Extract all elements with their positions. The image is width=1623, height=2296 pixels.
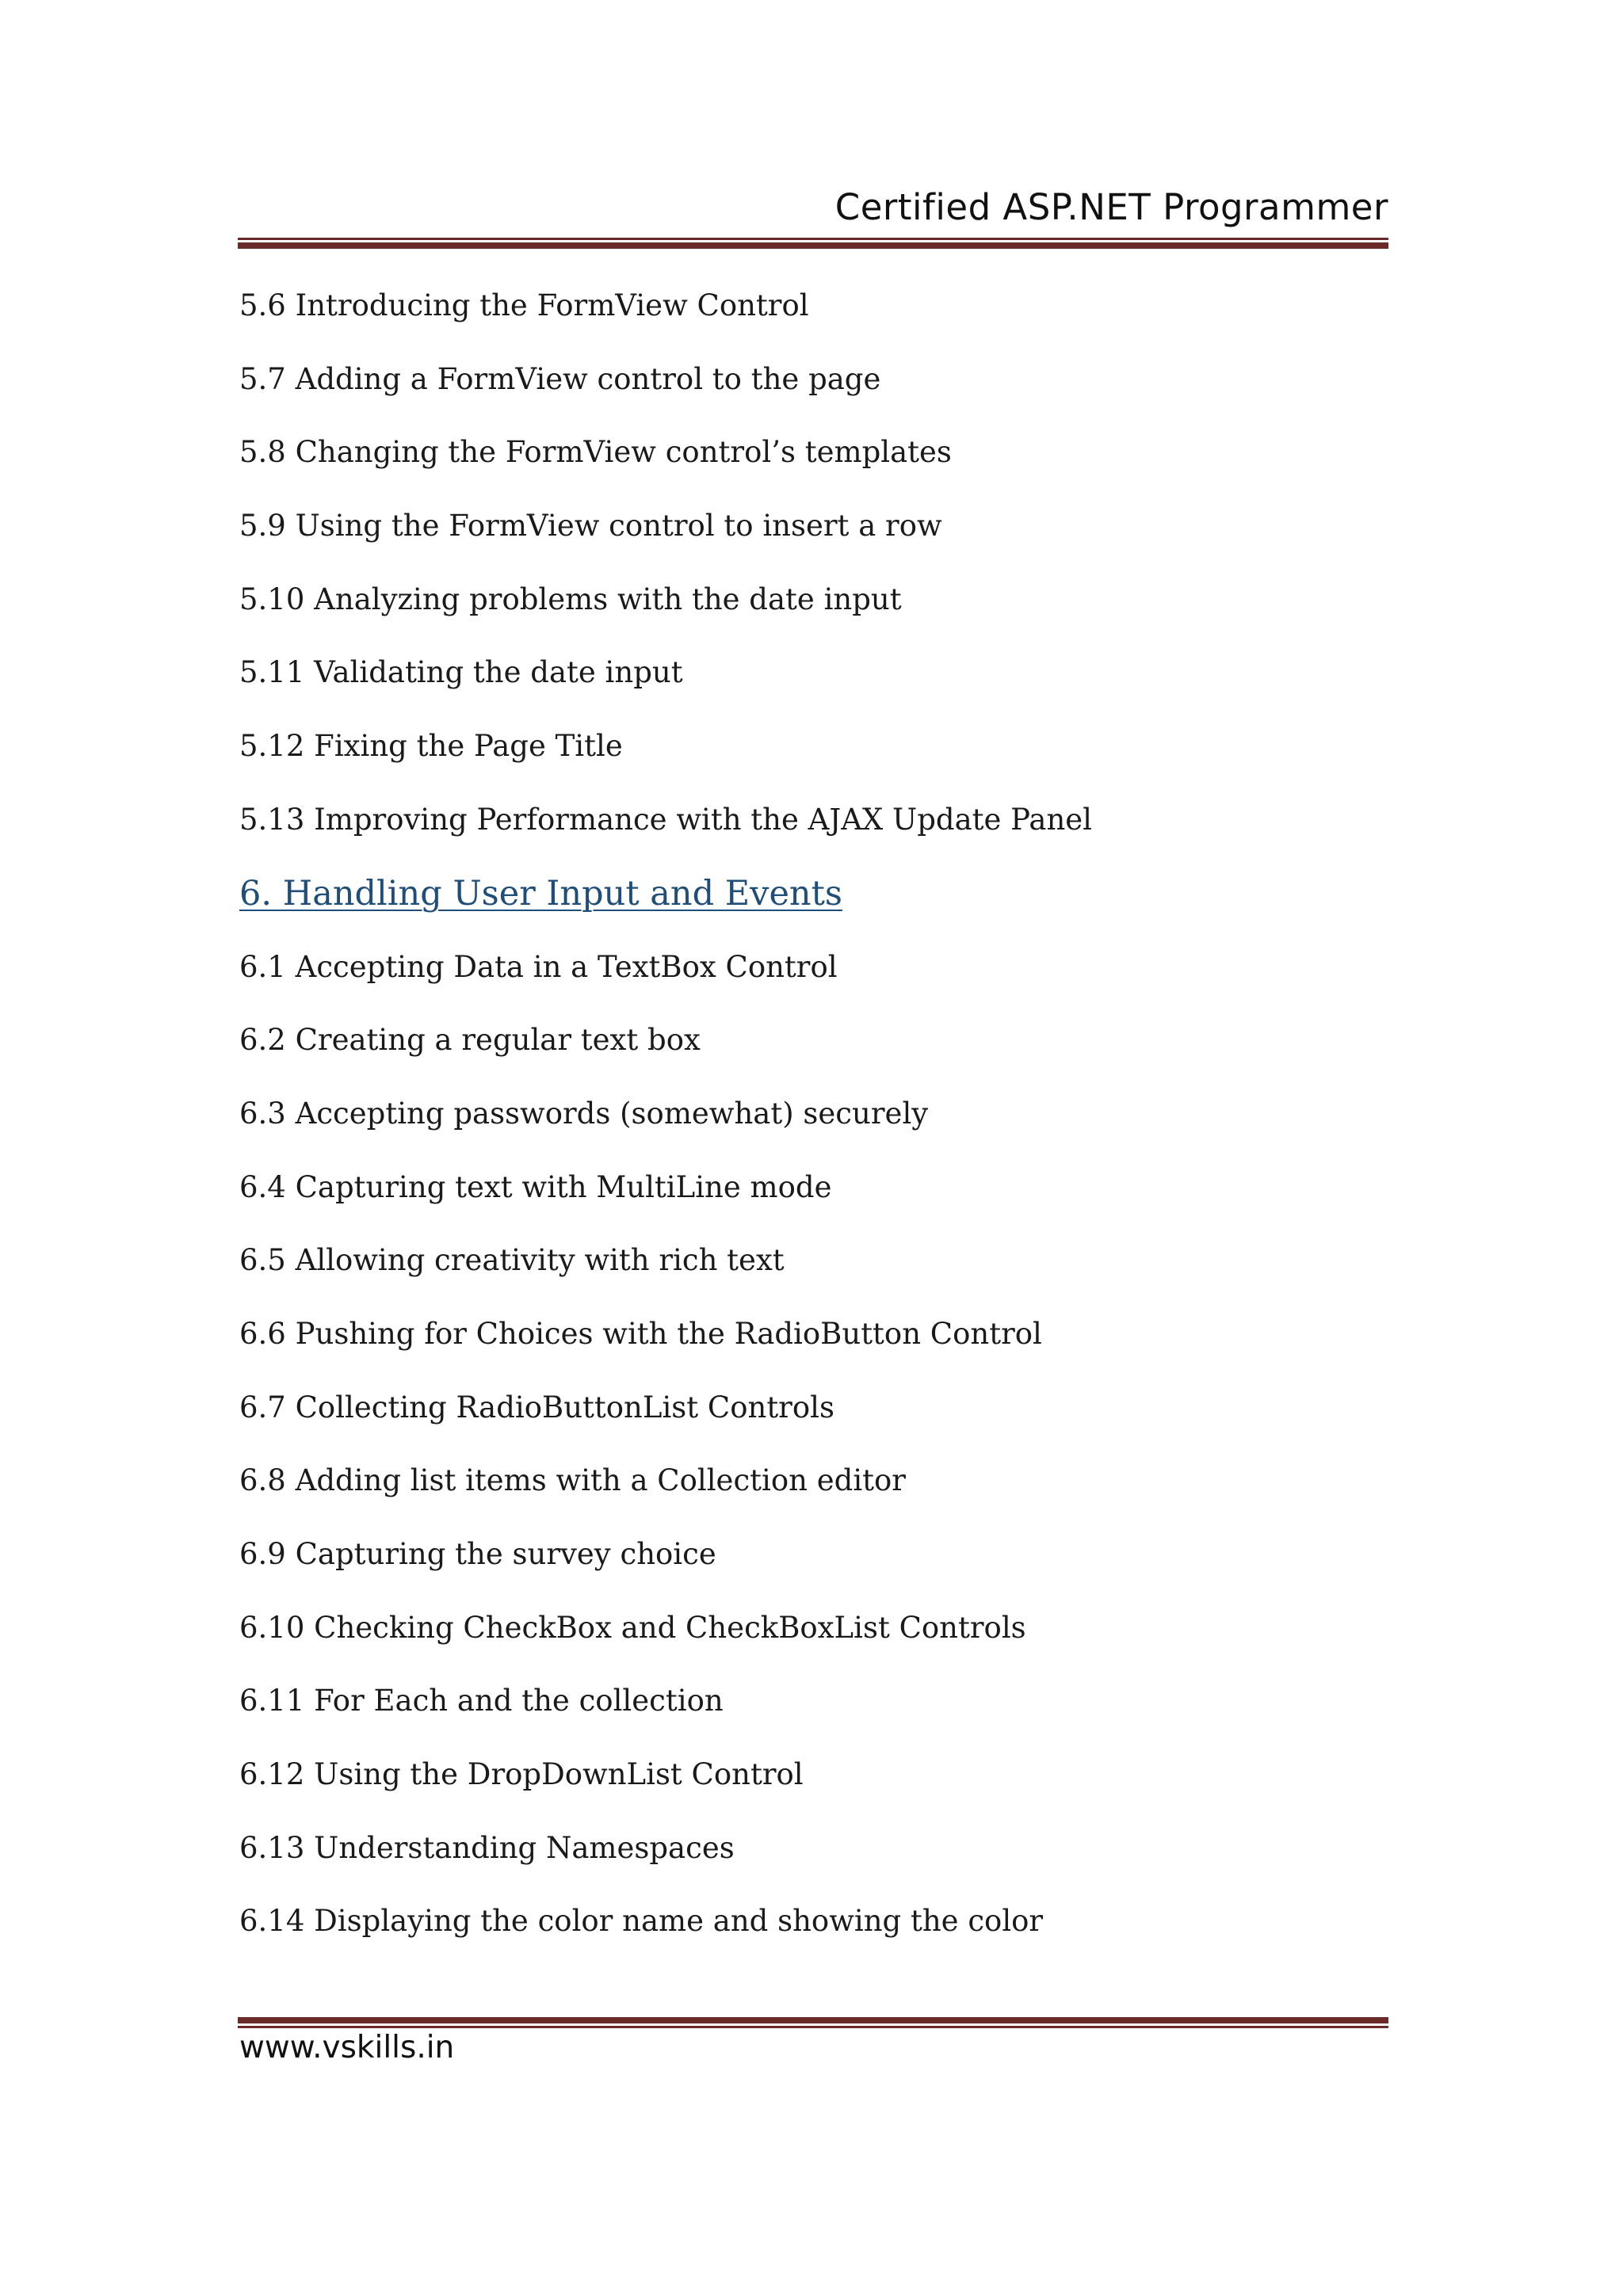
toc-item: 5.10 Analyzing problems with the date input (239, 582, 902, 616)
chapter-6-heading[interactable]: 6. Handling User Input and Events (239, 873, 842, 913)
toc-item: 5.11 Validating the date input (239, 655, 683, 690)
toc-item: 6.1 Accepting Data in a TextBox Control (239, 949, 838, 984)
toc-item: 6.9 Capturing the survey choice (239, 1537, 716, 1571)
footer-divider (238, 2017, 1388, 2028)
toc-item: 6.14 Displaying the color name and showing the color (239, 1904, 1044, 1939)
footer-website: www.vskills.in (239, 2030, 455, 2065)
toc-item: 6.7 Collecting RadioButtonList Controls (239, 1390, 834, 1425)
toc-item: 6.11 For Each and the collection (239, 1684, 724, 1718)
page-header-title: Certified ASP.NET Programmer (834, 186, 1388, 228)
toc-item: 6.4 Capturing text with MultiLine mode (239, 1169, 832, 1204)
table-of-contents (239, 287, 1388, 1976)
toc-item: 6.10 Checking CheckBox and CheckBoxList Controls (239, 1610, 1026, 1645)
header-divider (238, 238, 1388, 249)
toc-item: 6.8 Adding list items with a Collection editor (239, 1463, 906, 1498)
toc-item: 5.8 Changing the FormView control’s templates (239, 435, 952, 470)
toc-item: 5.9 Using the FormView control to insert a row (239, 509, 942, 543)
toc-item: 5.6 Introducing the FormView Control (239, 288, 809, 322)
toc-group-chapter-5 (239, 287, 1388, 875)
toc-item: 6.12 Using the DropDownList Control (239, 1757, 804, 1792)
toc-item: 6.5 Allowing creativity with rich text (239, 1243, 785, 1278)
toc-item: 5.12 Fixing the Page Title (239, 729, 623, 764)
toc-item: 5.7 Adding a FormView control to the page (239, 361, 881, 396)
toc-group-chapter-6 (239, 948, 1388, 1977)
toc-item: 5.13 Improving Performance with the AJAX Update Panel (239, 802, 1093, 837)
toc-item: 6.2 Creating a regular text box (239, 1023, 701, 1058)
toc-item: 6.13 Understanding Namespaces (239, 1830, 735, 1865)
toc-item: 6.3 Accepting passwords (somewhat) securely (239, 1096, 929, 1131)
toc-item: 6.6 Pushing for Choices with the RadioButton Control (239, 1316, 1042, 1351)
